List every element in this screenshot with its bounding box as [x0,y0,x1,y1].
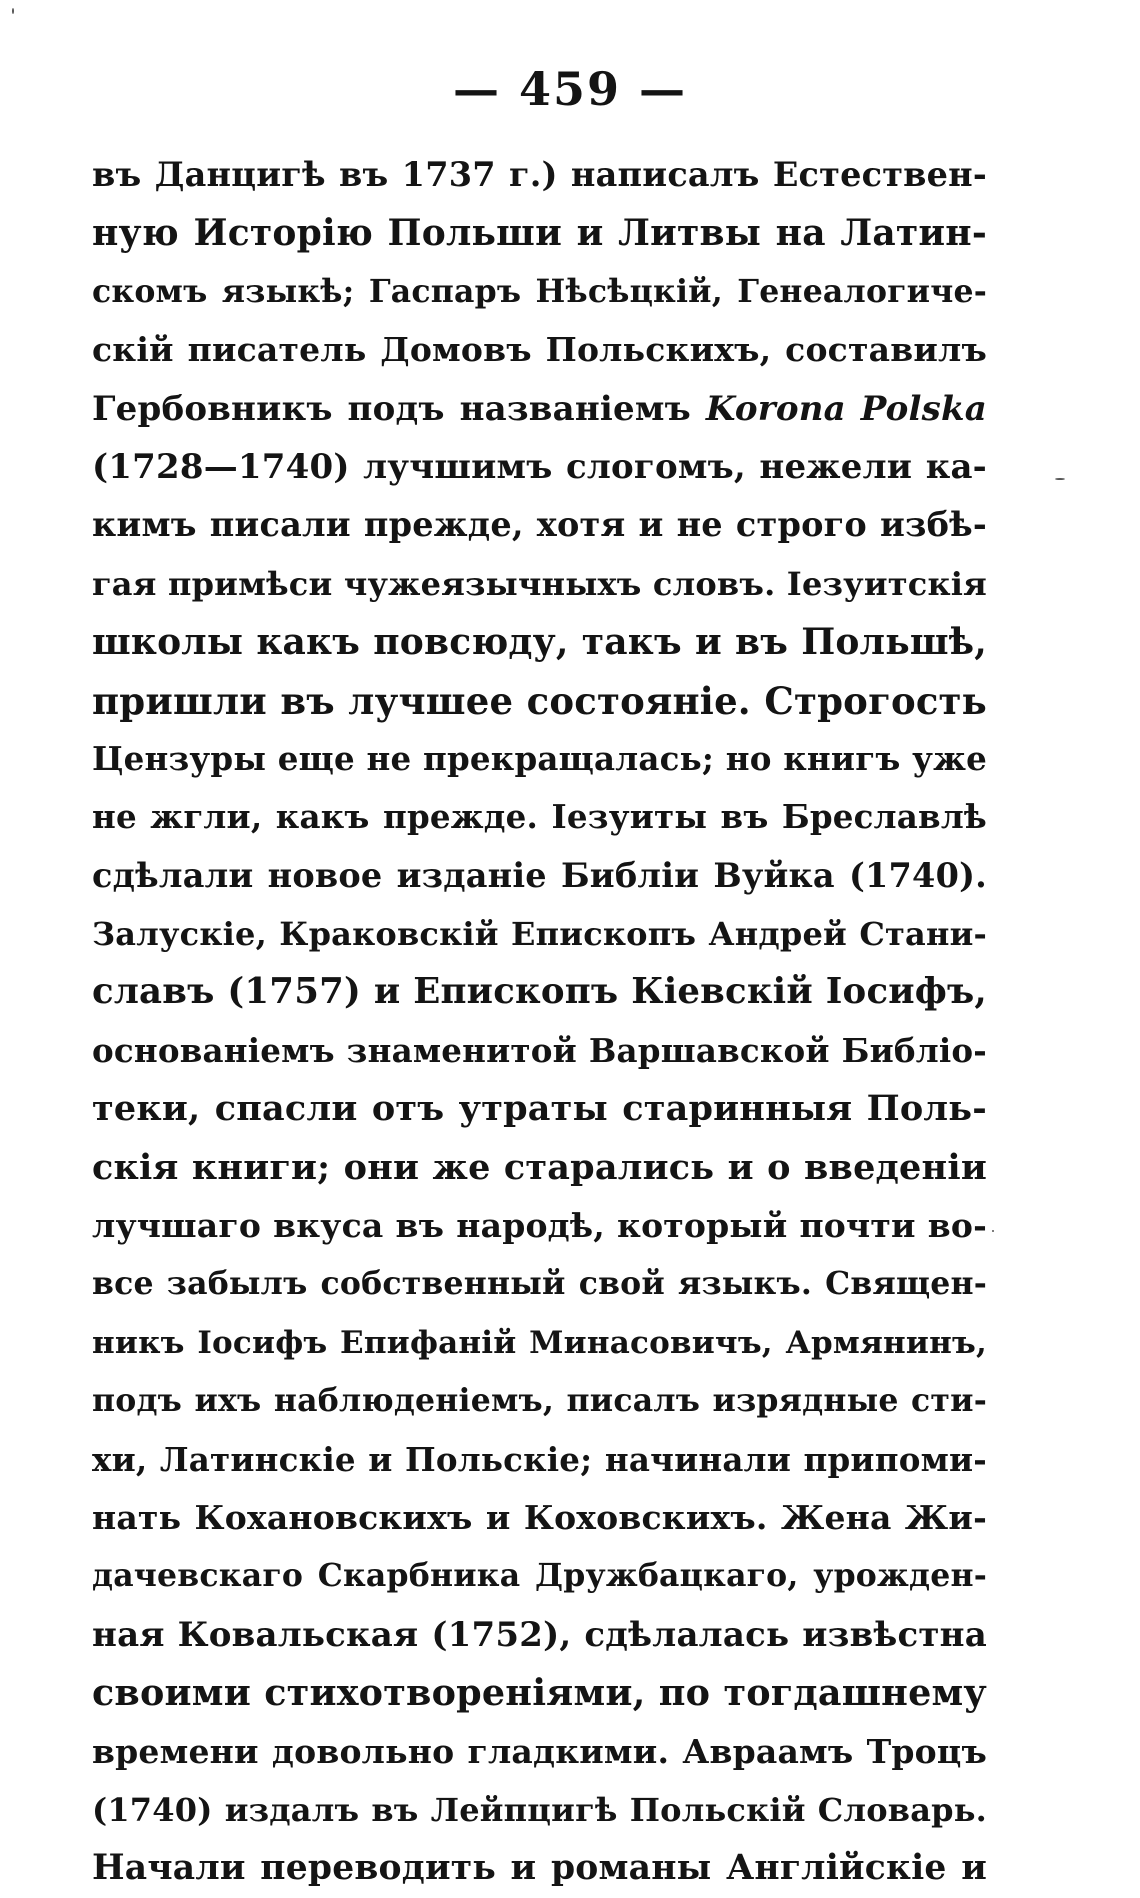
text-line: своими стихотвореніями, по тогдашнему [92,1671,987,1715]
text-line: времени довольно гладкими. Авраамъ Троцъ [92,1731,987,1771]
text-line: нать Кохановскихъ и Коховскихъ. Жена Жи- [92,1497,987,1537]
scan-speck [992,1230,994,1232]
text-line [92,380,987,438]
text-line: сдѣлали новое изданіе Библіи Вуйка (1740). [92,855,987,895]
scan-speck [12,8,14,14]
text-line: въ Данцигѣ въ 1737 г.) написалъ Естествен- [92,155,987,194]
text-line: Начали переводить и романы Англійскіе и [92,1848,987,1889]
text-line: никъ Іосифъ Епифаній Минасовичъ, Армянинъ, [92,1324,987,1361]
text-line: гая примѣси чужеязычныхъ словъ. Іезуитскія [92,564,987,603]
scan-speck [1055,478,1065,480]
body-text [92,146,987,1898]
text-line: (1728—1740) лучшимъ слогомъ, нежели ка- [92,446,987,487]
page-number: — 459 — [452,62,688,116]
text-line: Цензуры еще не прекращалась; но книгъ уже [92,738,987,778]
text-line: школы какъ повсюду, такъ и въ Польшѣ, [92,621,987,664]
text-line: дачевскаго Скарбника Дружбацкаго, урожден- [92,1557,987,1595]
text-line: скія книги; они же старались и о введеніи [92,1146,987,1188]
text-line: все забылъ собственный свой языкъ. Священ- [92,1265,987,1303]
text-line: кимъ писали прежде, хотя и не строго избѣ- [92,505,987,545]
text-line: скій писатель Домовъ Польскихъ, составилъ [92,330,987,370]
text-line: (1740) издалъ въ Лейпцигѣ Польскій Словарь. [92,1790,987,1829]
text-line: лучшаго вкуса въ народѣ, который почти во- [92,1206,987,1246]
italic-title: Korona Polska [705,388,987,429]
text-line: подъ ихъ наблюденіемъ, писалъ изрядные сти- [92,1382,987,1420]
text-line: хи, Латинскіе и Польскіе; начинали припоми- [92,1439,987,1479]
text-line: ная Ковальская (1752), сдѣлалась извѣстна [92,1614,987,1655]
text-line: не жгли, какъ прежде. Іезуиты въ Бреславлѣ [92,797,987,837]
text-line-plain: Гербовникъ подъ названіемъ [92,388,706,429]
text-line: славъ (1757) и Епископъ Кіевскій Іосифъ, [92,971,987,1013]
text-line: Залускіе, Краковскій Епископъ Андрей Стани- [92,915,987,954]
text-line: пришли въ лучшее состояніе. Строгость [92,678,987,723]
text-line: теки, спасли отъ утраты старинныя Поль- [92,1088,987,1130]
text-line: ную Исторію Польши и Литвы на Латин- [92,212,987,255]
text-line: основаніемъ знаменитой Варшавской Библіо- [92,1030,987,1070]
text-line: скомъ языкѣ; Гаспаръ Нѣсѣцкій, Генеалогиче- [92,272,987,310]
